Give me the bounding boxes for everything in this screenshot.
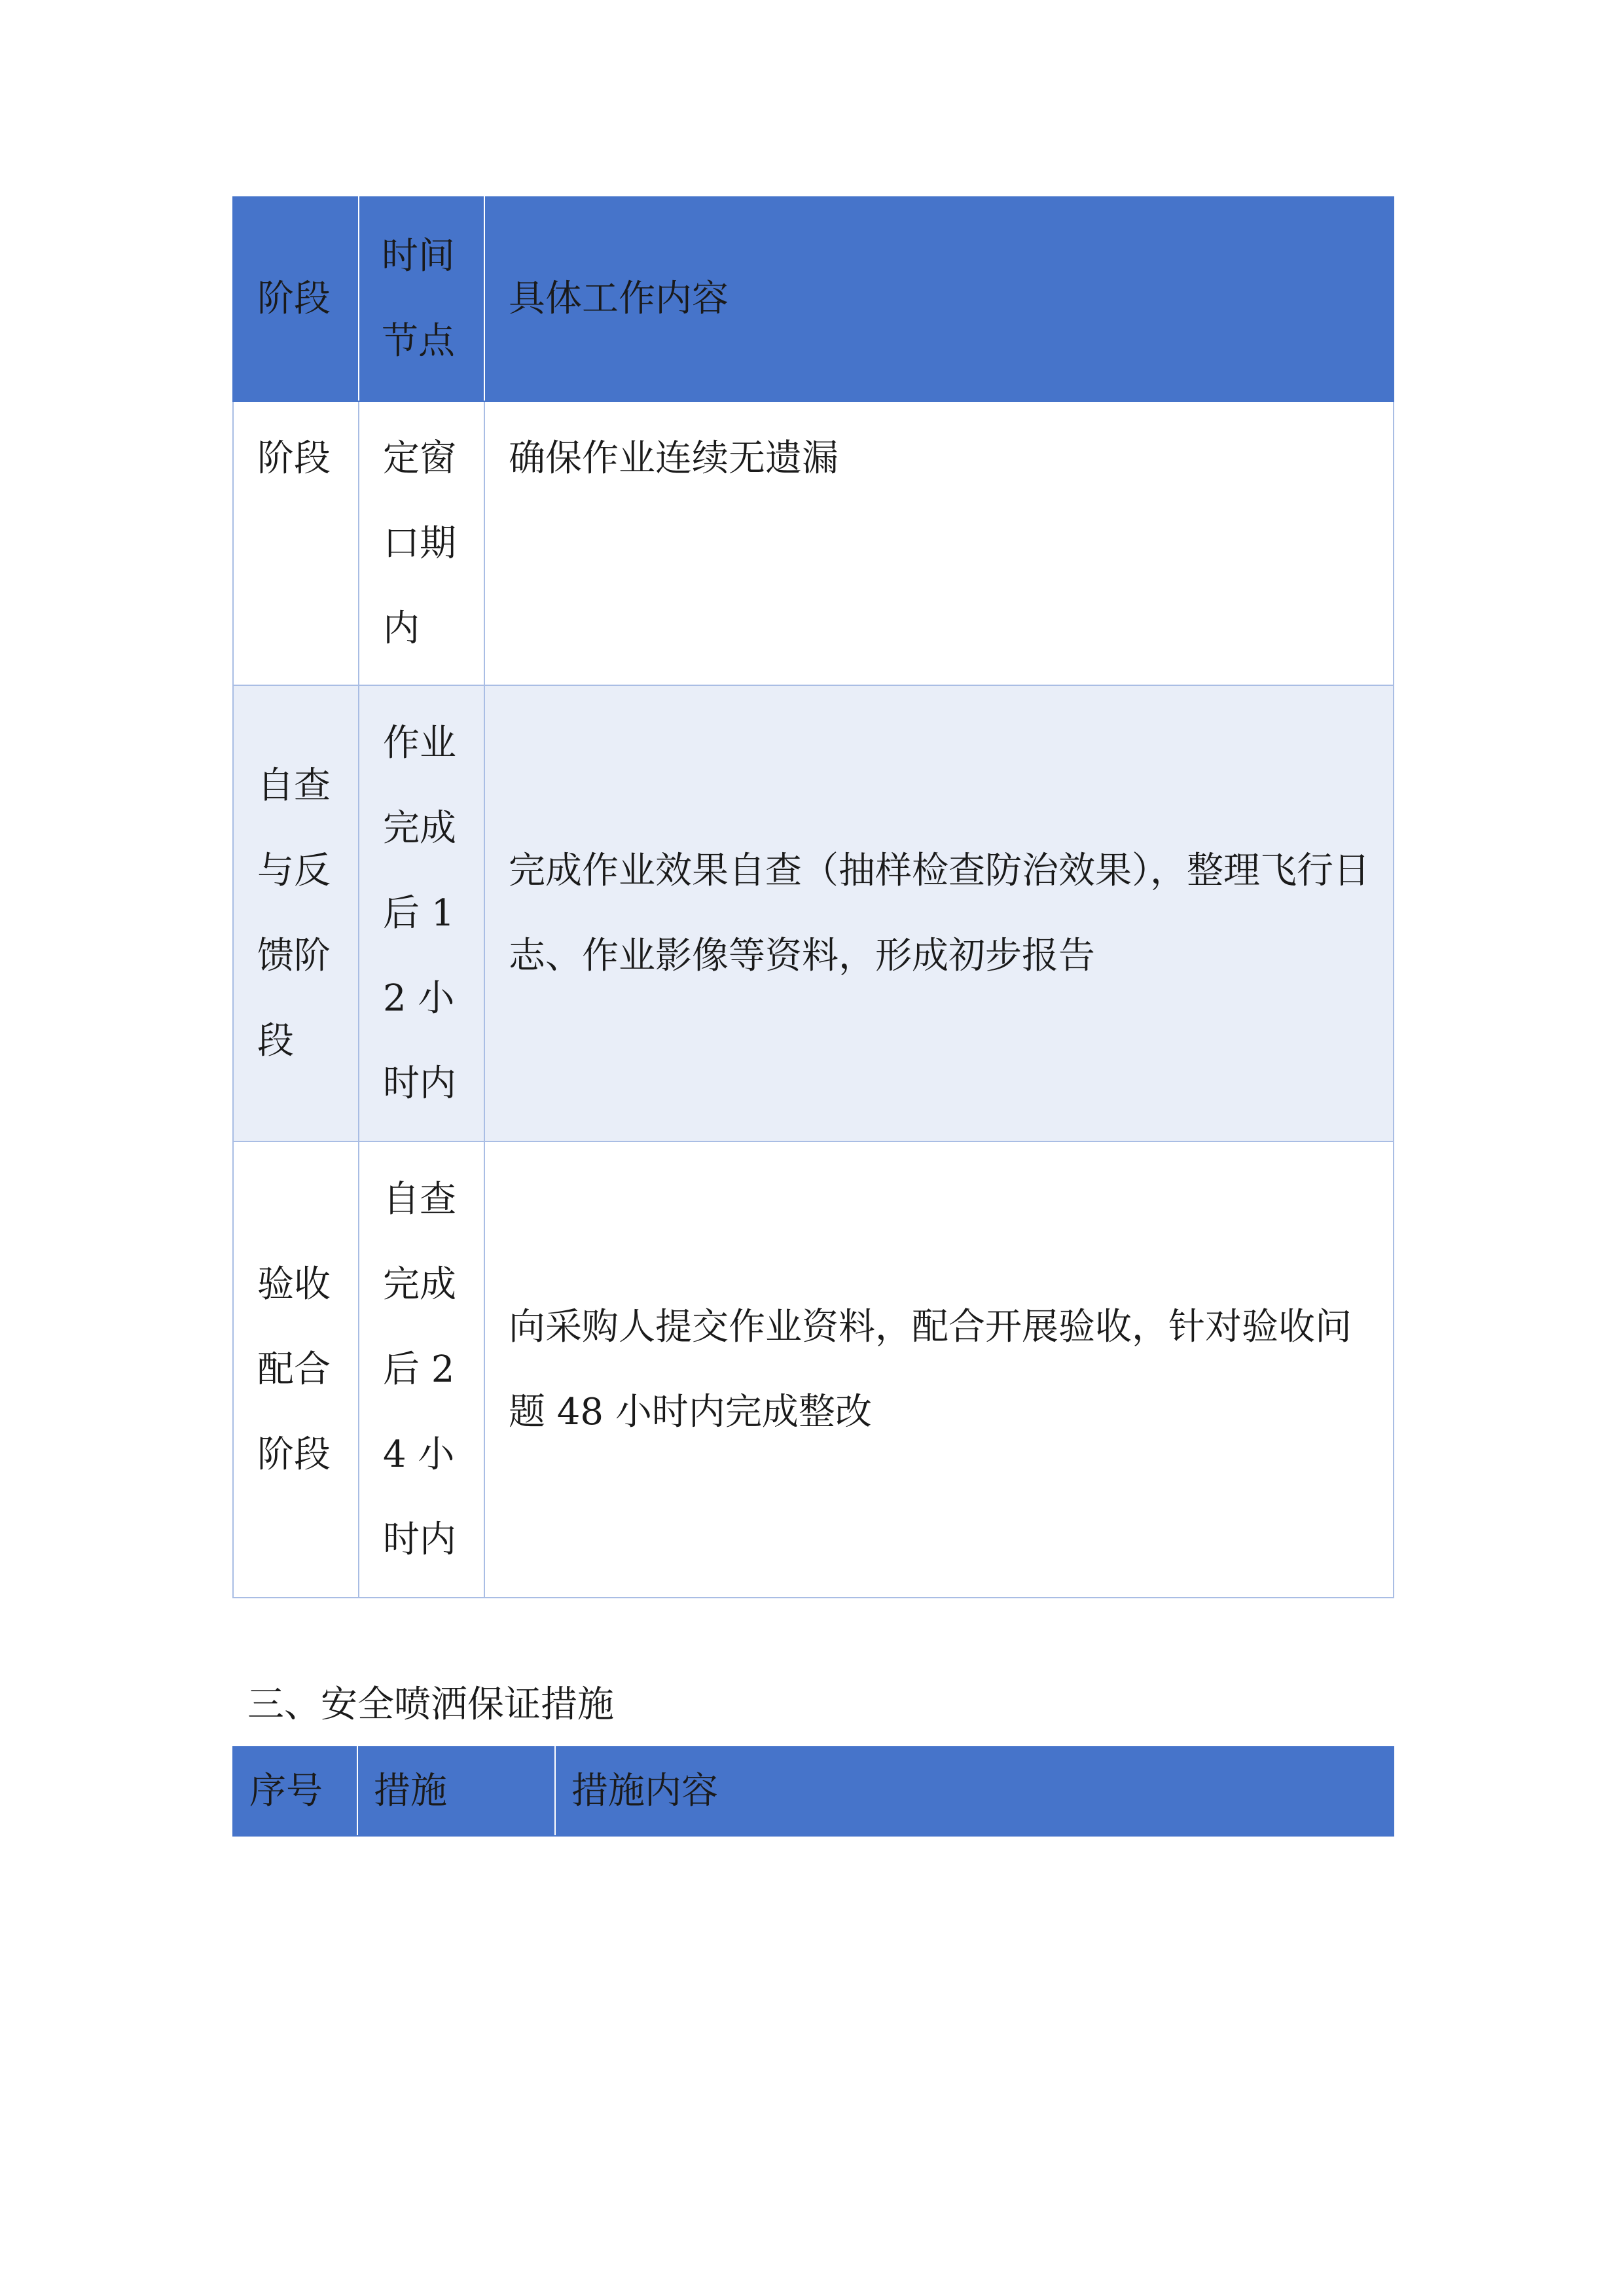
- schedule-table: [232, 196, 1394, 1598]
- cell-content: 确保作业连续无遗漏: [484, 401, 1394, 685]
- cell-content: 向采购人提交作业资料，配合开展验收，针对验收问题 48 小时内完成整改: [484, 1141, 1394, 1598]
- cell-time: 作业完成后 12 小时内: [359, 685, 484, 1141]
- table-row: [233, 685, 1394, 1141]
- header-index: 序号: [233, 1747, 357, 1836]
- cell-stage: 验收配合阶段: [233, 1141, 359, 1598]
- header-stage: 阶段: [233, 197, 359, 401]
- header-measure: 措施: [357, 1747, 555, 1836]
- cell-time: 定窗口期内: [359, 401, 484, 685]
- cell-stage: 阶段: [233, 401, 359, 685]
- table-header-row: [233, 197, 1394, 401]
- safety-measures-table: [232, 1746, 1394, 1837]
- schedule-table-header: [233, 197, 1394, 401]
- cell-content: 完成作业效果自查（抽样检查防治效果），整理飞行日志、作业影像等资料，形成初步报告: [484, 685, 1394, 1141]
- table-row: [233, 401, 1394, 685]
- safety-table-header: [233, 1747, 1394, 1836]
- table-header-row: [233, 1747, 1394, 1836]
- section-heading: 三、安全喷洒保证措施: [247, 1683, 614, 1726]
- table-row: [233, 1141, 1394, 1598]
- header-time: 时间节点: [359, 197, 484, 401]
- cell-time: 自查完成后 24 小时内: [359, 1141, 484, 1598]
- header-measure-content: 措施内容: [555, 1747, 1394, 1836]
- cell-stage: 自查与反馈阶段: [233, 685, 359, 1141]
- header-content: 具体工作内容: [484, 197, 1394, 401]
